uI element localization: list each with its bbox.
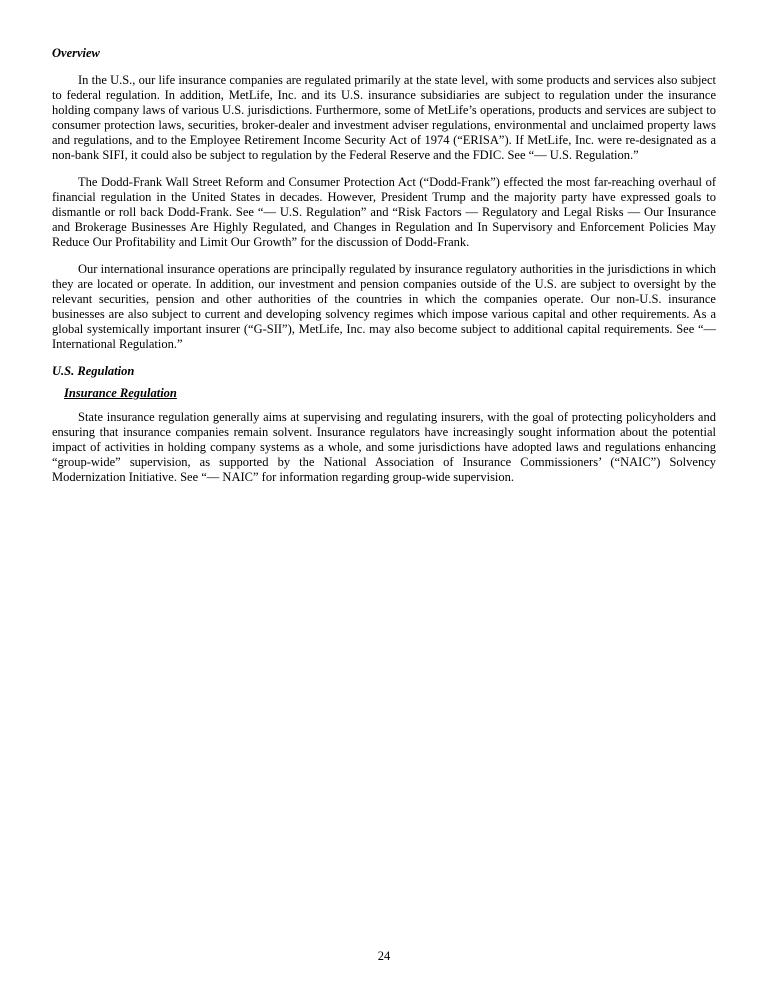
paragraph-state-regulation: State insurance regulation generally aims at supervising and regulating insurers, with the goal of protecting policyholders and ensuring that insurance companies remain solvent. Insurance regulators have increasingly sought information about the potential impact of activities in holding company systems as a whole, and some jurisdictions have adopted laws and regulations enhancing “group-wide” supervision, as supported by the National Association of Insurance Commissioners’ (“NAIC”) Solvency Modernization Initiative. See “— NAIC” for information regarding group-wide supervision. bbox=[52, 410, 716, 484]
paragraph-dodd-frank: The Dodd-Frank Wall Street Reform and Consumer Protection Act (“Dodd-Frank”) effected the most far-reaching overhaul of financial regulation in the United States in decades. However, President Trump and the majority party have expressed goals to dismantle or roll back Dodd-Frank. See “— U.S. Regulation” and “Risk Factors — Regulatory and Legal Risks — Our Insurance and Brokerage Businesses Are Highly Regulated, and Changes in Regulation and In Supervisory and Enforcement Policies May Reduce Our Profitability and Limit Our Growth” for the discussion of Dodd-Frank. bbox=[52, 175, 716, 249]
paragraph-us-overview: In the U.S., our life insurance companies are regulated primarily at the state level, with some products and services also subject to federal regulation. In addition, MetLife, Inc. and its U.S. insurance subsidiaries are subject to regulation under the insurance holding company laws of various U.S. jurisdictions. Furthermore, some of MetLife’s operations, products and services are subject to consumer protection laws, securities, broker-dealer and investment adviser regulations, environmental and unclaimed property laws and regulations, and to the Employee Retirement Income Security Act of 1974 (“ERISA”). If MetLife, Inc. were re-designated as a non-bank SIFI, it could also be subject to regulation by the Federal Reserve and the FDIC. See “— U.S. Regulation.” bbox=[52, 73, 716, 162]
document-content bbox=[52, 46, 716, 497]
section-heading-overview: Overview bbox=[52, 46, 100, 60]
subsection-heading-insurance-regulation: Insurance Regulation bbox=[64, 386, 177, 400]
page-number: 24 bbox=[377, 949, 391, 963]
paragraph-international: Our international insurance operations are principally regulated by insurance regulatory authorities in the jurisdictions in which they are located or operate. In addition, our investment and pension companies outside of the U.S. are subject to oversight by the relevant securities, pension and other authorities of the countries in which the companies operate. Our non-U.S. insurance businesses are also subject to current and developing solvency regimes which impose various capital and other requirements. As a global systemically important insurer (“G-SII”), MetLife, Inc. may also become subject to additional capital requirements. See “— International Regulation.” bbox=[52, 262, 716, 351]
section-heading-us-regulation: U.S. Regulation bbox=[52, 364, 135, 378]
